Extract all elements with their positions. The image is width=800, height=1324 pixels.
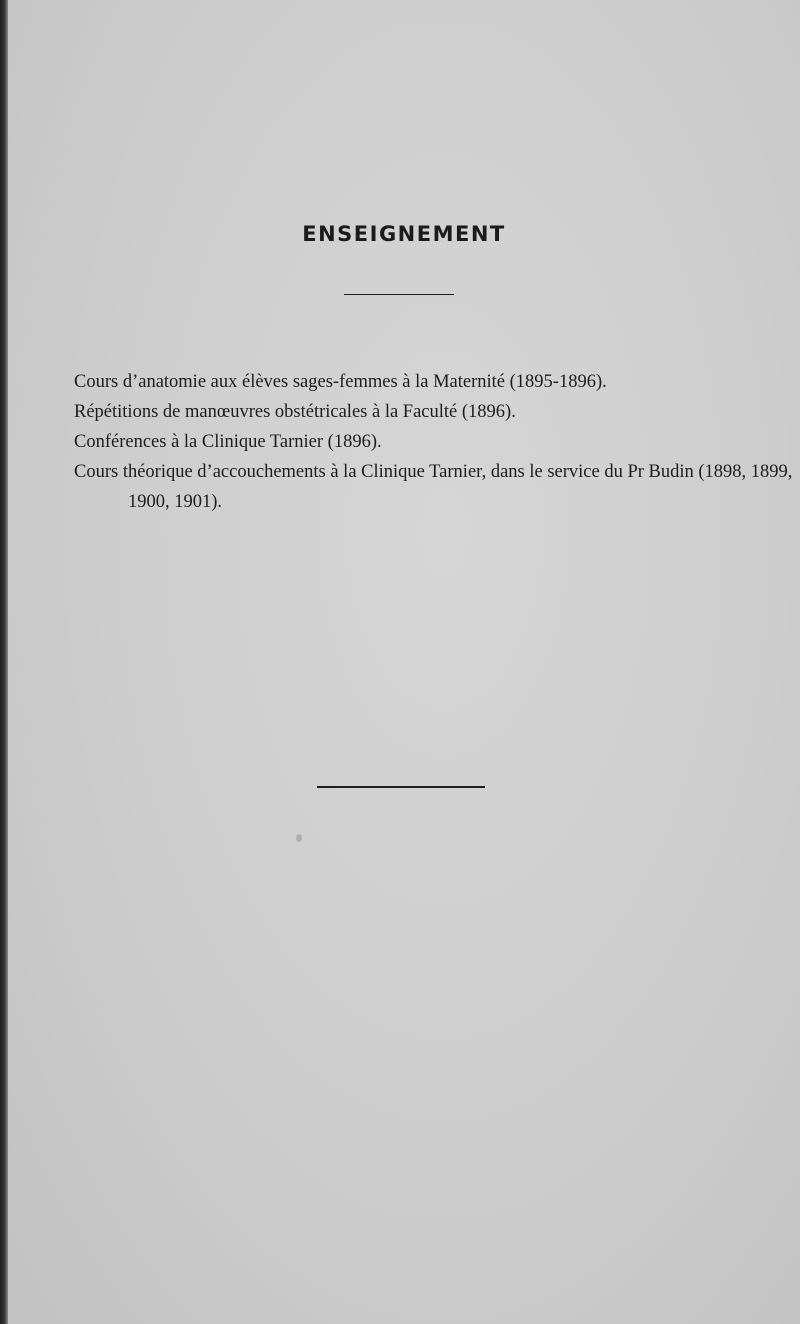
document-page [8, 0, 800, 1324]
teaching-entry-theory-course: Cours théorique d’accouchements à la Clinique Tarnier, dans le service du Pr Budin (1898, 1899, 1900, 1901). [74, 462, 793, 512]
teaching-entry-repetitions: Répétitions de manœuvres obstétricales à la Faculté (1896). [74, 402, 516, 422]
teaching-list [74, 367, 794, 517]
teaching-entry-anatomy: Cours d’anatomie aux élèves sages-femmes à la Maternité (1895-1896). [74, 372, 607, 392]
page-title: ENSEIGNEMENT [302, 222, 506, 246]
paper-speck [296, 834, 302, 842]
teaching-entry-conferences: Conférences à la Clinique Tarnier (1896). [74, 432, 382, 452]
title-divider [344, 294, 454, 295]
closing-divider [317, 786, 485, 788]
page-binding-edge [0, 0, 8, 1324]
